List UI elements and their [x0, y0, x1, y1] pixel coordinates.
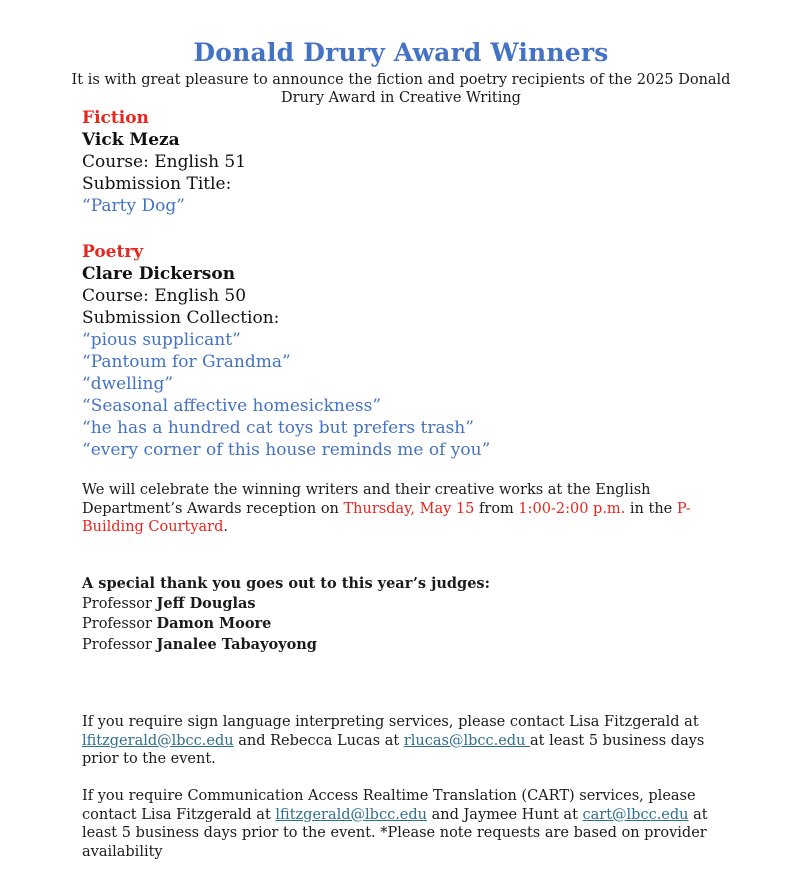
- judge-name: Damon Moore: [156, 615, 272, 632]
- fiction-work-title: “Party Dog”: [82, 196, 185, 216]
- celebration-text: .: [223, 519, 228, 535]
- fiction-course: Course: English 51: [82, 152, 247, 172]
- judge-entry: [82, 594, 722, 615]
- judge-entry: [82, 614, 722, 635]
- cart-email-link[interactable]: cart@lbcc.edu: [582, 806, 689, 823]
- poetry-work-title: “Pantoum for Grandma”: [82, 352, 291, 372]
- poetry-work-title: “every corner of this house reminds me of you”: [82, 440, 491, 460]
- sign-language-text: and Rebecca Lucas at: [233, 732, 404, 749]
- event-time: 1:00-2:00 p.m.: [518, 500, 626, 517]
- cart-text: If you require Communication Access Realtime Translation (CART) services, please contact Lisa Fitzgerald at: [82, 788, 696, 823]
- fiction-section: [82, 107, 246, 217]
- poetry-work-title: “pious supplicant”: [82, 330, 241, 350]
- cart-paragraph: [82, 787, 722, 861]
- fiction-heading: Fiction: [82, 108, 149, 128]
- poetry-work-title: “Seasonal affective homesickness”: [82, 396, 382, 416]
- poetry-work-title: “he has a hundred cat toys but prefers trash”: [82, 418, 474, 438]
- poetry-section: [82, 241, 490, 461]
- fiction-submission-label: Submission Title:: [82, 174, 232, 194]
- poetry-course: Course: English 50: [82, 286, 247, 306]
- poetry-submission-label: Submission Collection:: [82, 308, 280, 328]
- celebration-text: from: [474, 500, 519, 517]
- judge-title: Professor: [82, 636, 152, 653]
- poetry-work-title: “dwelling”: [82, 374, 174, 394]
- judge-title: Professor: [82, 595, 152, 612]
- celebration-paragraph: [82, 481, 722, 537]
- cart-text: at least 5 business days prior to the event. *Please note requests are based on provider availability: [82, 806, 708, 860]
- poetry-winner: Clare Dickerson: [82, 264, 236, 284]
- sign-language-text: If you require sign language interpreting services, please contact Lisa Fitzgerald at: [82, 714, 699, 730]
- judges-heading: A special thank you goes out to this year’s judges:: [82, 575, 490, 592]
- page-title: Donald Drury Award Winners: [193, 38, 609, 67]
- sign-language-text: at least 5 business days prior to the event.: [82, 732, 705, 767]
- poetry-heading: Poetry: [82, 242, 144, 262]
- celebration-text: in the: [625, 500, 677, 517]
- judge-name: Jeff Douglas: [156, 594, 256, 612]
- celebration-text: We will celebrate the winning writers and their creative works at the English Department’s Awards reception on: [82, 482, 651, 517]
- sign-language-paragraph: [82, 713, 722, 769]
- intro-text: It is with great pleasure to announce the fiction and poetry recipients of the 2025 Donald Drury Award in Creative Writing: [71, 72, 731, 106]
- event-location: P-Building Courtyard: [82, 500, 691, 535]
- judge-name: Janalee Tabayoyong: [156, 635, 317, 653]
- lfitzgerald-email-link[interactable]: lfitzgerald@lbcc.edu: [275, 806, 428, 823]
- fiction-winner: Vick Meza: [82, 130, 180, 150]
- judges-section: [82, 574, 722, 655]
- rlucas-email-link[interactable]: rlucas@lbcc.edu: [403, 732, 531, 749]
- cart-text: and Jaymee Hunt at: [427, 806, 583, 823]
- lfitzgerald-email-link[interactable]: lfitzgerald@lbcc.edu: [82, 732, 234, 749]
- event-date: Thursday, May 15: [343, 500, 475, 517]
- judge-entry: [82, 635, 722, 656]
- judge-title: Professor: [82, 616, 152, 632]
